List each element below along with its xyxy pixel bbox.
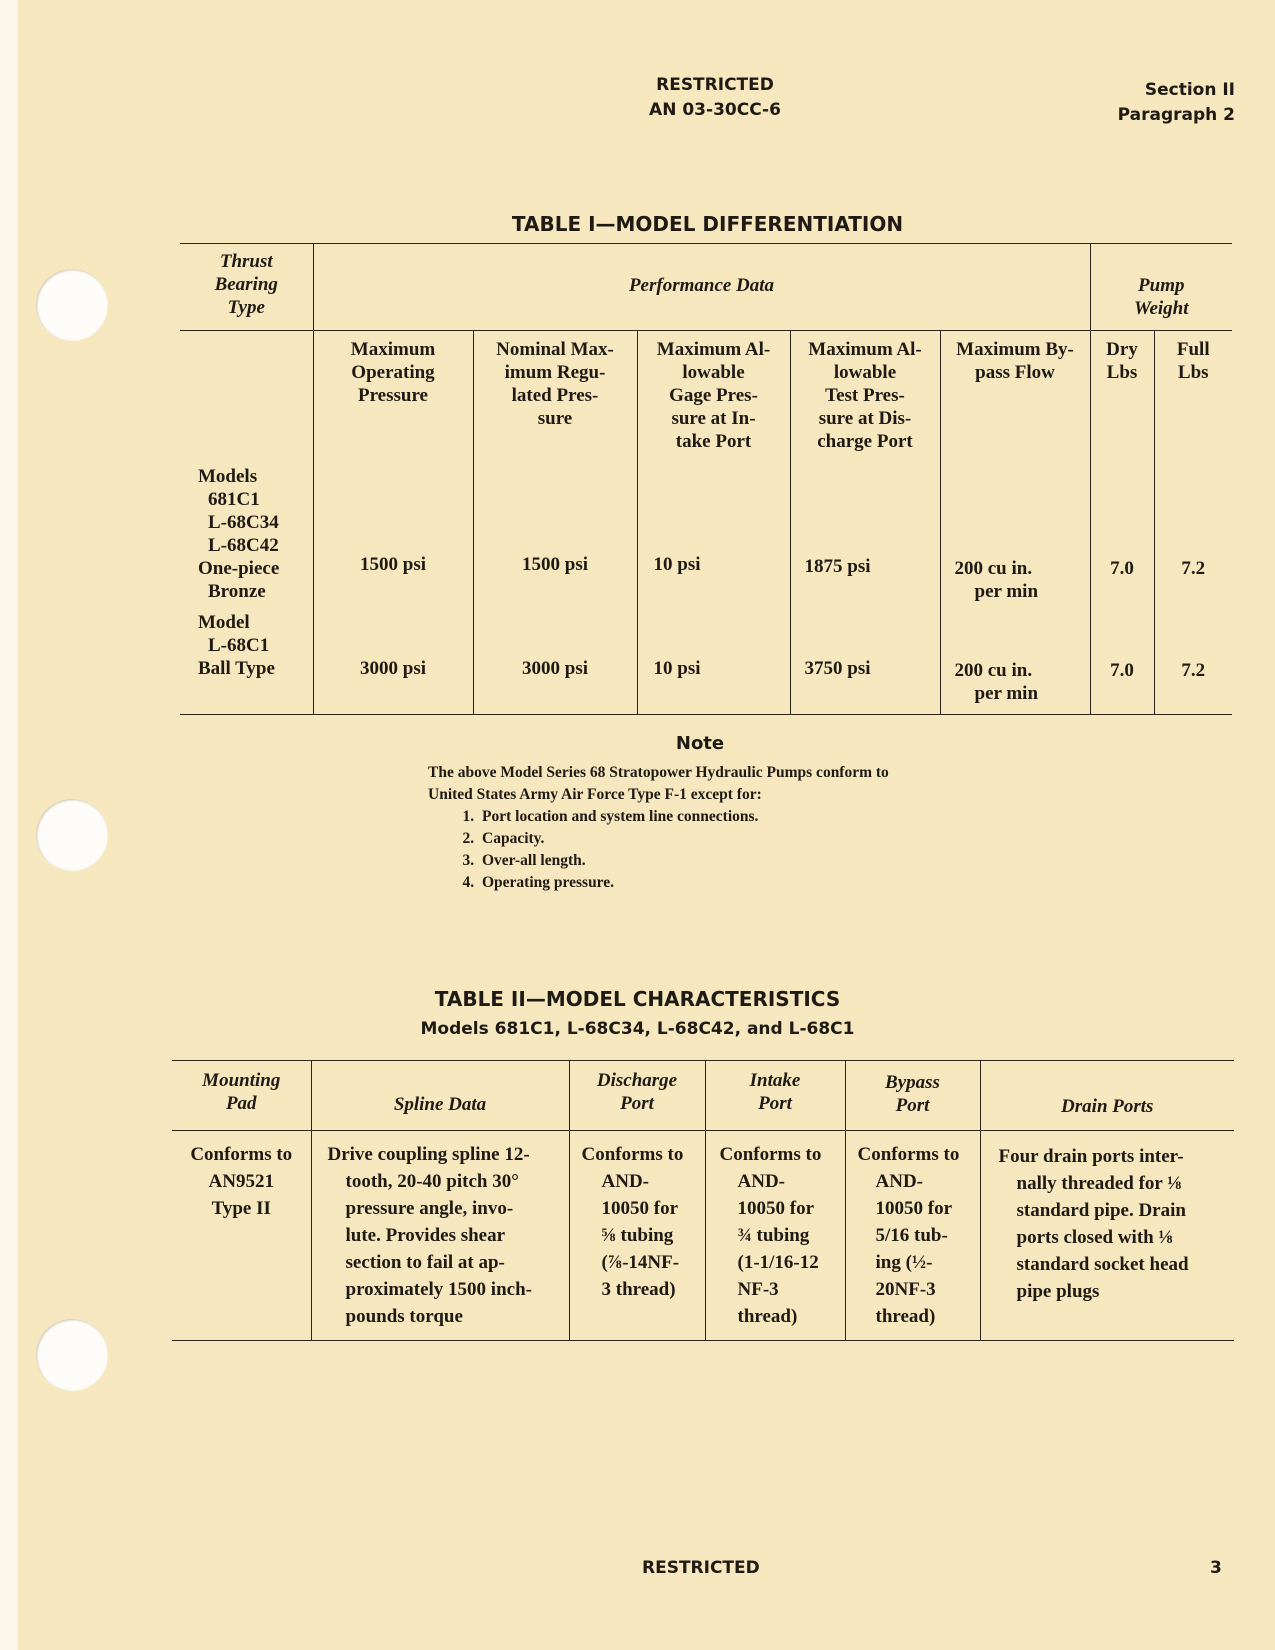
- table1-title: TABLE I—MODEL DIFFERENTIATION: [511, 212, 904, 236]
- cell-line: Models: [198, 466, 258, 487]
- note-list-item: 3. Over-all length.: [478, 850, 889, 872]
- note-list: [428, 806, 889, 894]
- cell-line: 10050 for: [601, 1198, 679, 1219]
- cell-line: Conforms to: [581, 1144, 684, 1165]
- intake-gage-pressure-cell: 10 psi: [637, 603, 790, 715]
- cell-line: L-68C1: [208, 635, 270, 656]
- nominal-regulated-pressure-cell: 3000 psi: [473, 603, 637, 715]
- col-header-full-lbs: [1154, 331, 1232, 454]
- header-line: sure at In-: [671, 408, 756, 429]
- cell-line: AND-: [601, 1171, 649, 1192]
- cell-line: Conforms to: [190, 1144, 293, 1165]
- cell-line: pressure angle, invo-: [345, 1198, 514, 1219]
- header-line: Gage Pres-: [669, 385, 758, 406]
- dry-lbs-cell: 7.0: [1090, 603, 1154, 715]
- header-discharge-port: [569, 1061, 705, 1131]
- bypass-port-cell: [845, 1131, 980, 1341]
- header-mounting-pad: [172, 1061, 311, 1131]
- col-header-discharge-test-pressure: [790, 331, 940, 454]
- punch-hole: [36, 1319, 108, 1391]
- col-header-intake-gage-pressure: [637, 331, 790, 454]
- note-line: The above Model Series 68 Stratopower Hydraulic Pumps conform to: [428, 764, 889, 781]
- mounting-pad-cell: [172, 1131, 311, 1341]
- header-line: sure at Dis-: [818, 408, 912, 429]
- cell-line: 10050 for: [737, 1198, 815, 1219]
- cell-line: Ball Type: [198, 658, 275, 679]
- header-thrust-bearing-type: [180, 244, 313, 331]
- cell-line: NF-3: [737, 1279, 779, 1300]
- drain-ports-cell: [980, 1131, 1234, 1341]
- header-line: Pressure: [357, 385, 428, 406]
- header-pump-weight: [1090, 244, 1232, 331]
- classification-marking: RESTRICTED: [656, 75, 774, 95]
- header-line: Weight: [1133, 298, 1189, 319]
- bypass-flow-cell: [940, 603, 1090, 715]
- empty-cell: [180, 331, 313, 454]
- note-list-item: 1. Port location and system line connections.: [478, 806, 889, 828]
- header-line: Maximum: [350, 339, 436, 360]
- intake-port-cell: [705, 1131, 845, 1341]
- col-header-max-operating-pressure: [313, 331, 473, 454]
- cell-line: 5/16 tub-: [875, 1225, 948, 1246]
- cell-line: pipe plugs: [1016, 1281, 1100, 1302]
- header-line: take Port: [675, 431, 752, 452]
- cell-line: ports closed with ⅛: [1016, 1227, 1173, 1248]
- cell-line: One-piece: [198, 558, 280, 579]
- page-header-center: [560, 73, 870, 123]
- page-edge: [0, 0, 18, 1650]
- header-line: Mounting: [202, 1070, 281, 1091]
- max-operating-pressure-cell: 3000 psi: [313, 603, 473, 715]
- header-line: Port: [758, 1093, 792, 1114]
- header-line: Full: [1176, 339, 1210, 360]
- footer-classification: RESTRICTED: [642, 1558, 760, 1578]
- cell-line: Model: [198, 612, 250, 633]
- note-title: Note: [675, 733, 725, 754]
- discharge-port-cell: [569, 1131, 705, 1341]
- header-line: Test Pres-: [825, 385, 905, 406]
- table1: [180, 243, 1232, 715]
- cell-line: 10050 for: [875, 1198, 953, 1219]
- spline-data-cell: [311, 1131, 569, 1341]
- cell-line: L-68C34: [208, 512, 279, 533]
- cell-line: Four drain ports inter-: [998, 1146, 1184, 1167]
- thrust-bearing-cell: [180, 453, 313, 603]
- bypass-flow-cell: [940, 453, 1090, 603]
- dry-lbs-cell: 7.0: [1090, 453, 1154, 603]
- header-line: Operating: [351, 362, 435, 383]
- section-label: Section II: [1144, 80, 1235, 100]
- cell-line: standard pipe. Drain: [1016, 1200, 1186, 1221]
- cell-line: L-68C42: [208, 535, 279, 556]
- header-line: Maximum Al-: [656, 339, 771, 360]
- header-line: pass Flow: [975, 362, 1055, 383]
- header-line: Lbs: [1106, 362, 1138, 383]
- col-header-nominal-regulated-pressure: [473, 331, 637, 454]
- cell-line: lute. Provides shear: [345, 1225, 506, 1246]
- page-header-right: [1118, 78, 1235, 128]
- full-lbs-cell: 7.2: [1154, 603, 1232, 715]
- cell-line: Drive coupling spline 12-: [327, 1144, 530, 1165]
- header-drain-ports: Drain Ports: [980, 1061, 1234, 1131]
- header-intake-port: [705, 1061, 845, 1131]
- discharge-test-pressure-cell: 1875 psi: [790, 453, 940, 603]
- table2: [172, 1060, 1234, 1341]
- header-line: Bypass: [885, 1072, 940, 1093]
- note-body: [428, 762, 889, 894]
- document-number: AN 03-30CC-6: [649, 100, 781, 120]
- header-spline-data: Spline Data: [311, 1061, 569, 1131]
- cell-line: AND-: [737, 1171, 785, 1192]
- table2-title: TABLE II—MODEL CHARACTERISTICS: [434, 987, 841, 1011]
- discharge-test-pressure-cell: 3750 psi: [790, 603, 940, 715]
- note-line: United States Army Air Force Type F-1 except for:: [428, 786, 762, 803]
- header-line: Intake: [749, 1070, 801, 1091]
- cell-line: Bronze: [208, 581, 266, 602]
- full-lbs-cell: 7.2: [1154, 453, 1232, 603]
- header-line: charge Port: [817, 431, 913, 452]
- punch-hole: [36, 269, 108, 341]
- header-line: Port: [620, 1093, 654, 1114]
- header-line: Type: [227, 297, 265, 318]
- table-row: [180, 453, 1232, 603]
- cell-line: section to fail at ap-: [345, 1252, 505, 1273]
- cell-line: standard socket head: [1016, 1254, 1189, 1275]
- header-line: Port: [895, 1095, 930, 1116]
- table-row: [172, 1131, 1234, 1341]
- note-list-item: 2. Capacity.: [478, 828, 889, 850]
- cell-line: nally threaded for ⅛: [1016, 1173, 1182, 1194]
- cell-line: 200 cu in.: [954, 660, 1033, 681]
- cell-line: (1-1/16-12: [737, 1252, 819, 1273]
- cell-line: 200 cu in.: [954, 558, 1033, 579]
- cell-line: per min: [974, 683, 1039, 704]
- cell-line: 20NF-3: [875, 1279, 936, 1300]
- table2-subtitle: Models 681C1, L-68C34, L-68C42, and L-68C1: [420, 1019, 855, 1039]
- cell-line: thread): [737, 1306, 798, 1327]
- header-performance-data: Performance Data: [313, 244, 1090, 331]
- col-header-dry-lbs: [1090, 331, 1154, 454]
- header-line: Pump: [1138, 275, 1185, 296]
- cell-line: tooth, 20-40 pitch 30°: [345, 1171, 519, 1192]
- cell-line: Conforms to: [719, 1144, 822, 1165]
- cell-line: ing (½-: [875, 1252, 933, 1273]
- punch-hole: [36, 799, 108, 871]
- paragraph-label: Paragraph 2: [1117, 105, 1235, 125]
- header-line: Lbs: [1177, 362, 1209, 383]
- cell-line: ¾ tubing: [737, 1225, 810, 1246]
- col-header-bypass-flow: [940, 331, 1090, 454]
- intake-gage-pressure-cell: 10 psi: [637, 453, 790, 603]
- header-bypass-port: [845, 1061, 980, 1131]
- header-line: Maximum Al-: [808, 339, 922, 360]
- cell-line: ⅝ tubing: [601, 1225, 674, 1246]
- header-line: lowable: [682, 362, 745, 383]
- cell-line: AND-: [875, 1171, 923, 1192]
- header-line: Dry: [1106, 339, 1138, 360]
- cell-line: 3 thread): [601, 1279, 676, 1300]
- header-line: lowable: [833, 362, 897, 383]
- cell-line: 681C1: [208, 489, 260, 510]
- cell-line: Type II: [211, 1198, 271, 1219]
- header-line: lated Pres-: [511, 385, 599, 406]
- header-line: imum Regu-: [504, 362, 606, 383]
- note-list-item: 4. Operating pressure.: [478, 872, 889, 894]
- header-line: Thrust: [219, 251, 273, 272]
- header-line: Discharge: [596, 1070, 678, 1091]
- cell-line: pounds torque: [345, 1306, 463, 1327]
- cell-line: AN9521: [208, 1171, 274, 1192]
- cell-line: Conforms to: [857, 1144, 960, 1165]
- cell-line: (⅞-14NF-: [601, 1252, 680, 1273]
- header-line: Maximum By-: [956, 339, 1074, 360]
- page-number: 3: [1210, 1558, 1222, 1578]
- header-line: sure: [537, 408, 573, 429]
- header-line: Pad: [225, 1093, 257, 1114]
- max-operating-pressure-cell: 1500 psi: [313, 453, 473, 603]
- cell-line: thread): [875, 1306, 936, 1327]
- header-line: Nominal Max-: [496, 339, 614, 360]
- cell-line: per min: [974, 581, 1039, 602]
- thrust-bearing-cell: [180, 603, 313, 715]
- cell-line: proximately 1500 inch-: [345, 1279, 532, 1300]
- header-line: Bearing: [214, 274, 278, 295]
- nominal-regulated-pressure-cell: 1500 psi: [473, 453, 637, 603]
- table-row: [180, 603, 1232, 715]
